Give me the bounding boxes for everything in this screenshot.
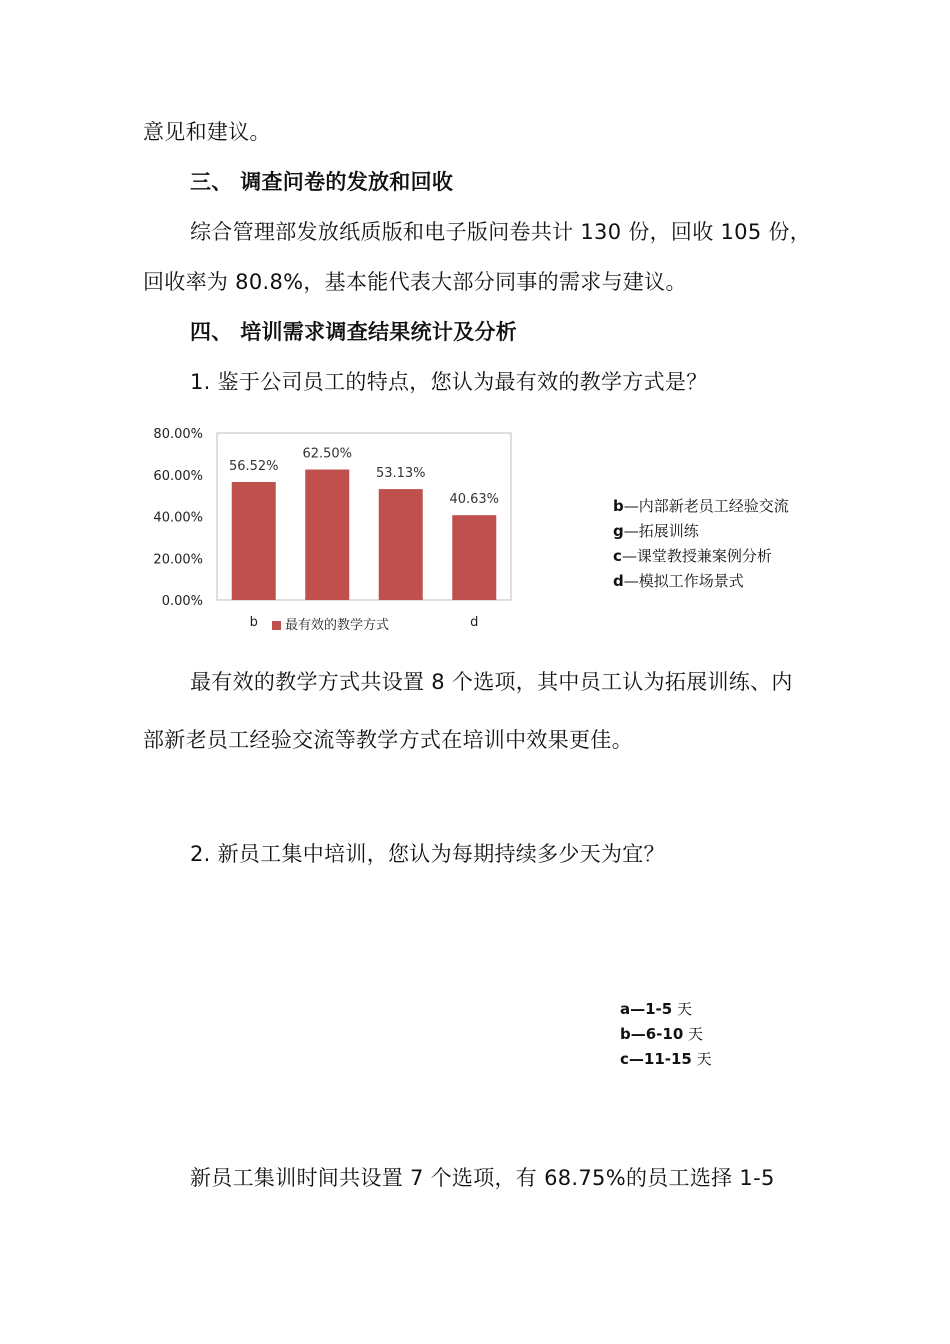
paragraph-distribution-line1: 综合管理部发放纸质版和电子版问卷共计 130 份，回收 105 份， bbox=[190, 220, 812, 244]
data-label: 62.50% bbox=[302, 446, 353, 462]
legend-series-label: 最有效的教学方式 bbox=[285, 618, 390, 633]
y-tick-label: 40.00% bbox=[153, 510, 203, 526]
data-label: 40.63% bbox=[449, 492, 500, 508]
paragraph-method-analysis-line2: 部新老员工经验交流等教学方式在培训中效果更佳。 bbox=[143, 728, 633, 752]
bar-g bbox=[305, 470, 349, 600]
data-label: 56.52% bbox=[228, 459, 279, 475]
paragraph-duration-analysis: 新员工集训时间共设置 7 个选项，有 68.75%的员工选择 1-5 bbox=[190, 1166, 775, 1190]
teaching-method-bar-chart bbox=[140, 420, 530, 640]
paragraph-method-analysis-line1: 最有效的教学方式共设置 8 个选项，其中员工认为拓展训练、内 bbox=[190, 670, 793, 694]
y-tick-label: 60.00% bbox=[153, 468, 203, 484]
bar-c bbox=[379, 489, 423, 600]
paragraph-distribution-line2: 回收率为 80.8%，基本能代表大部分同事的需求与建议。 bbox=[143, 270, 687, 294]
question-2: 2. 新员工集中培训，您认为每期持续多少天为宜？ bbox=[190, 842, 665, 866]
question-1: 1. 鉴于公司员工的特点，您认为最有效的教学方式是？ bbox=[190, 370, 708, 394]
y-tick-label: 80.00% bbox=[153, 427, 203, 442]
data-label: 53.13% bbox=[375, 466, 426, 482]
legend-row: g—拓展训练 bbox=[613, 522, 699, 540]
y-tick-label: 0.00% bbox=[161, 594, 203, 609]
chart-svg bbox=[140, 420, 530, 640]
legend-row: c—课堂教授兼案例分析 bbox=[613, 547, 772, 565]
section-heading-3: 三、 调查问卷的发放和回收 bbox=[190, 170, 454, 194]
legend-swatch bbox=[272, 621, 281, 630]
bar-b bbox=[232, 482, 276, 600]
legend-row: c—11-15 天 bbox=[620, 1050, 712, 1068]
paragraph-end: 意见和建议。 bbox=[143, 120, 271, 144]
section-heading-4: 四、 培训需求调查结果统计及分析 bbox=[190, 320, 518, 344]
legend-row: a—1-5 天 bbox=[620, 1000, 693, 1018]
legend-row: b—6-10 天 bbox=[620, 1025, 704, 1043]
legend-row: b—内部新老员工经验交流 bbox=[613, 497, 789, 515]
y-tick-label: 20.00% bbox=[153, 552, 203, 568]
bar-d bbox=[452, 515, 496, 600]
x-tick-label: d bbox=[470, 615, 479, 630]
chart2-option-legend bbox=[620, 997, 712, 1072]
legend-row: d—模拟工作场景式 bbox=[613, 572, 744, 590]
chart1-option-legend bbox=[613, 494, 789, 594]
chart-legend bbox=[272, 614, 389, 633]
x-tick-label: b bbox=[249, 615, 258, 630]
